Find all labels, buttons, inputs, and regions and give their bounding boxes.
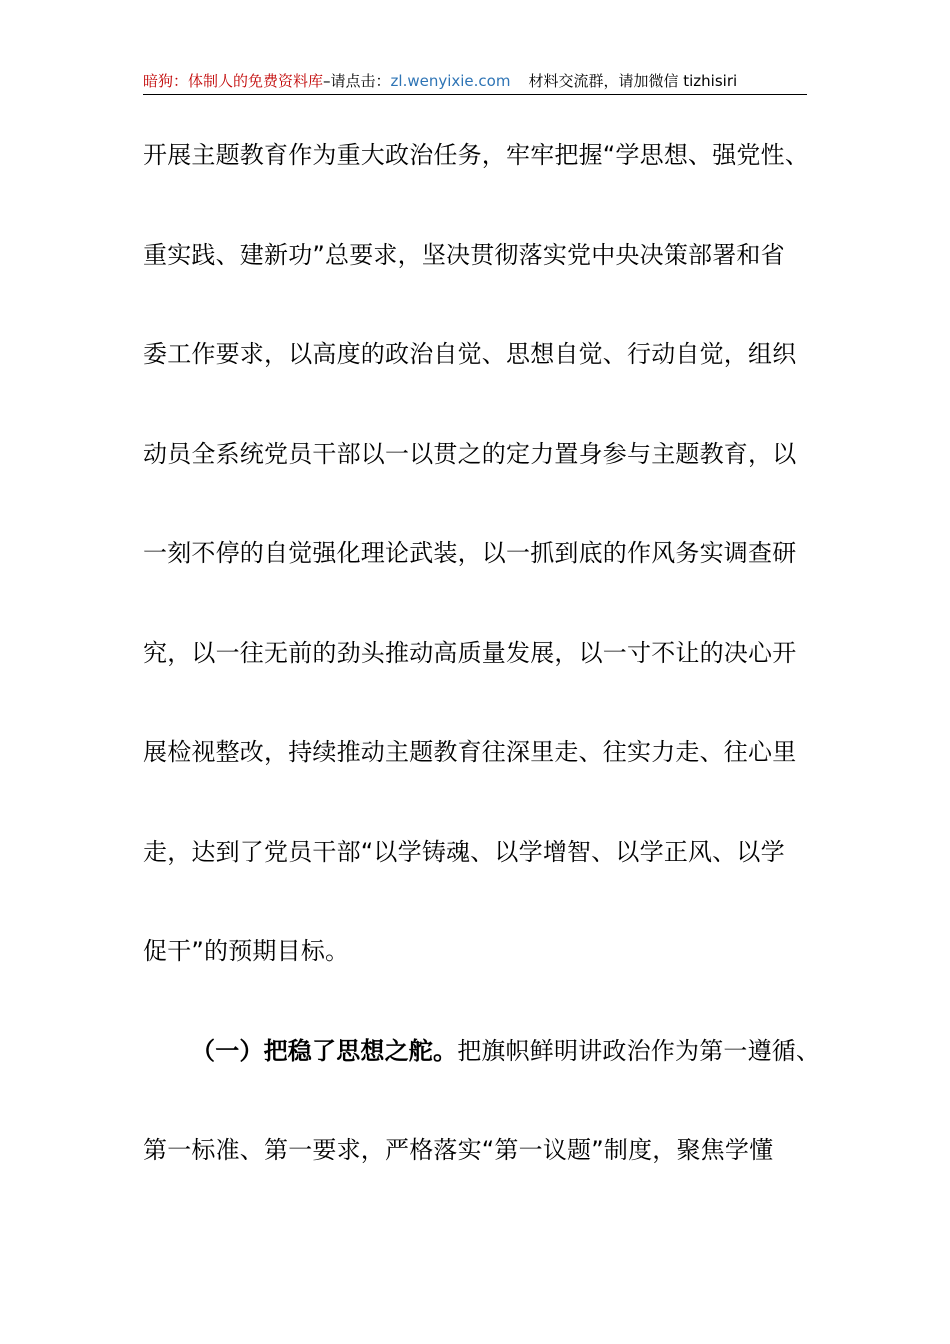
text-line: 走，达到了党员干部“以学铸魂、以学增智、以学正风、以学 [143,837,785,866]
section-heading: （一）把稳了思想之舵。 [191,1036,458,1065]
header-link[interactable]: zl.wenyixie.com [390,72,511,90]
text-line: 第一标准、第一要求，严格落实“第一议题”制度，聚焦学懂 [143,1136,774,1164]
header-contact: 材料交流群，请加微信 tizhisiri [528,72,738,90]
text-line: 促干”的预期目标。 [143,937,350,965]
text-line: 一刻不停的自觉强化理论武装，以一抓到底的作风务实调查研 [143,539,797,567]
text-line: 动员全系统党员干部以一以贯之的定力置身参与主题教育，以 [143,439,797,468]
header-separator: –请点击： [323,72,391,90]
section-heading-rest: 把旗帜鲜明讲政治作为第一遵循、 [457,1036,821,1065]
text-line: 究，以一往无前的劲头推动高质量发展，以一寸不让的决心开 [143,638,797,667]
header-brand: 暗狗：体制人的免费资料库 [143,72,324,90]
text-line: 委工作要求，以高度的政治自觉、思想自觉、行动自觉，组织 [143,340,797,368]
text-line: 开展主题教育作为重大政治任务，牢牢把握“学思想、强党性、 [143,141,810,169]
page-header [143,68,807,95]
text-line: 重实践、建新功”总要求，坚决贯彻落实党中央决策部署和省 [143,240,785,269]
document-body [143,120,821,1215]
section-heading-line [143,1016,821,1116]
text-line: 展检视整改，持续推动主题教育往深里走、往实力走、往心里 [143,738,797,766]
